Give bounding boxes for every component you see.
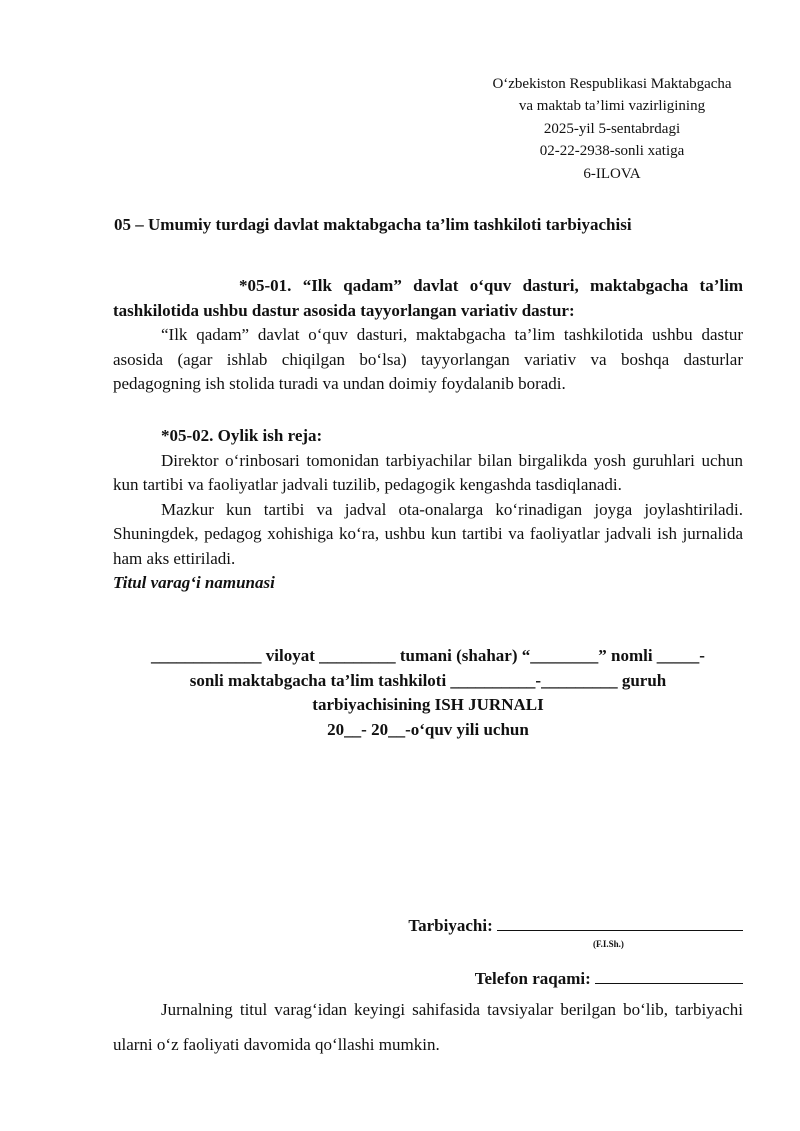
closing-text: Jurnalning titul varag‘idan keyingi sahifasida tavsiyalar berilgan bo‘lib, tarbiyachi ularni o‘z faoliyati davomida qo‘llashi mumkin. — [113, 1000, 743, 1054]
cover-line: 20__- 20__-o‘quv yili uchun — [327, 719, 529, 739]
phone-label: Telefon raqami: — [474, 969, 591, 988]
closing-paragraph — [113, 992, 743, 1062]
cover-line: sonli maktabgacha ta’lim tashkiloti __________-_________ guruh — [189, 670, 667, 690]
header-line: va maktab ta’limi vazirligining — [518, 98, 706, 115]
approval-header — [466, 73, 758, 185]
cover-line: tarbiyachisining ISH JURNALI — [312, 695, 544, 714]
section-05-02-heading: *05-02. Oylik ish reja: — [161, 426, 323, 445]
phone-line — [595, 982, 743, 984]
teacher-name-line — [497, 929, 743, 931]
section-05-02-para2: Mazkur kun tartibi va jadval ota-onalarga ko‘rinadigan joyga joylashtiriladi. Shuningdek, pedagog xohishiga ko‘ra, ushbu kun tartibi va faoliyatlar jadvali ish jurnalida ham aks ettiriladi. — [113, 499, 743, 568]
cover-line: _____________ viloyat _________ tumani (shahar) “________” nomli _____- — [151, 646, 705, 665]
phone-field — [475, 969, 743, 989]
sample-label: Titul varag‘i namunasi — [113, 573, 275, 592]
header-line: 02-22-2938-sonli xatiga — [539, 142, 685, 159]
header-line: 2025-yil 5-sentabrdagi — [543, 120, 681, 137]
section-05-01 — [113, 274, 743, 397]
document-title: 05 – Umumiy turdagi davlat maktabgacha ta’lim tashkiloti tarbiyachisi — [114, 215, 632, 234]
header-line: O‘zbekiston Respublikasi Maktabgacha — [492, 76, 732, 92]
teacher-field — [408, 916, 743, 936]
section-05-01-heading: *05-01. “Ilk qadam” davlat o‘quv dasturi, maktabgacha ta’lim tashkilotida ushbu dastur asosida tayyorlangan variativ dastur: — [113, 276, 743, 320]
cover-sample — [108, 644, 748, 742]
teacher-caption: (F.I.Sh.) — [593, 939, 624, 949]
teacher-label: Tarbiyachi: — [408, 916, 493, 935]
section-05-01-body: “Ilk qadam” davlat o‘quv dasturi, maktabgacha ta’lim tashkilotida ushbu dastur asosida (agar ishlab chiqilgan bo‘lsa) tayyorlangan variativ va boshqa dasturlar pedagogning ish stolida turadi va undan doimiy foydalanib boradi. — [113, 325, 743, 393]
annex-label: 6-ILOVA — [583, 166, 641, 183]
section-05-02 — [113, 424, 743, 596]
section-05-02-para1: Direktor o‘rinbosari tomonidan tarbiyachilar bilan birgalikda yosh guruhlari uchun kun tartibi va faoliyatlar jadvali tuzilib, pedagogik kengashda tasdiqlanadi. — [113, 450, 743, 494]
